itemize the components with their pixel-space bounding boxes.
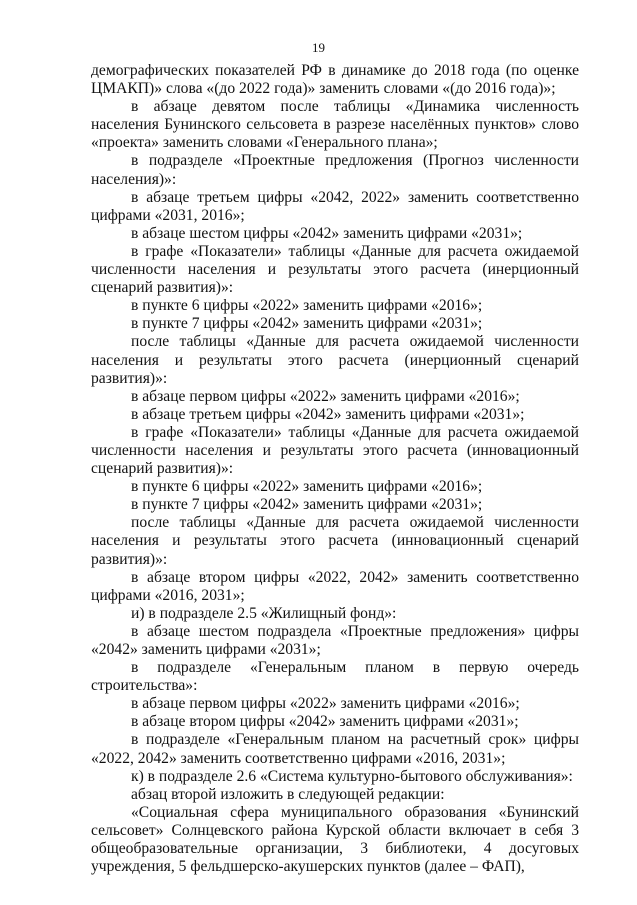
paragraph-2: в абзаце девятом после таблицы «Динамика численность населения Бунинского сельсовета в разрезе населённых пунктов» слово «проекта» заменить словами «Генерального плана»; xyxy=(91,98,579,152)
paragraph-25: «Социальная сфера муниципального образования «Бунинский сельсовет» Солнцевского района Курской области включает в себя 3 общеобразовательные организации, 3 библиотеки, 4 досуговых учреждения, 5 фельдшерско-акушерских пунктов (далее – ФАП), xyxy=(91,803,579,876)
paragraph-14: в пункте 7 цифры «2042» заменить цифрами «2031»; xyxy=(131,496,483,514)
paragraph-18: в абзаце шестом подраздела «Проектные предложения» цифры «2042» заменить цифрами «2031»; xyxy=(91,622,579,658)
document-body xyxy=(91,62,579,876)
paragraph-5: в абзаце шестом цифры «2042» заменить цифрами «2031»; xyxy=(131,224,523,242)
paragraph-12: в графе «Показатели» таблицы «Данные для расчета ожидаемой численности населения и результаты этого расчета (инновационный сценарий развития)»: xyxy=(91,423,579,478)
paragraph-1: демографических показателей РФ в динамике до 2018 года (по оценке ЦМАКП)» слова «(до 2022 года)» заменить словами «(до 2016 года)»; xyxy=(91,62,579,98)
paragraph-24: абзац второй изложить в следующей редакции: xyxy=(131,785,445,803)
paragraph-19: в подразделе «Генеральным планом в первую очередь строительства»: xyxy=(91,659,579,695)
paragraph-22: в подразделе «Генеральным планом на расчетный срок» цифры «2022, 2042» заменить соответственно цифрами «2016, 2031»; xyxy=(91,731,579,767)
paragraph-15: после таблицы «Данные для расчета ожидаемой численности населения и результаты этого расчета (инновационный сценарий развития)»: xyxy=(91,514,579,568)
paragraph-17: и) в подразделе 2.5 «Жилищный фонд»: xyxy=(131,604,397,622)
paragraph-21: в абзаце втором цифры «2042» заменить цифрами «2031»; xyxy=(131,713,519,731)
paragraph-6: в графе «Показатели» таблицы «Данные для расчета ожидаемой численности населения и результаты этого расчета (инерционный сценарий развития)»: xyxy=(91,242,579,297)
paragraph-3: в подразделе «Проектные предложения (Прогноз численности населения)»: xyxy=(91,152,579,188)
paragraph-10: в абзаце первом цифры «2022» заменить цифрами «2016»; xyxy=(131,387,520,405)
paragraph-20: в абзаце первом цифры «2022» заменить цифрами «2016»; xyxy=(131,695,520,713)
paragraph-4: в абзаце третьем цифры «2042, 2022» заменить соответственно цифрами «2031, 2016»; xyxy=(91,188,579,224)
paragraph-11: в абзаце третьем цифры «2042» заменить цифрами «2031»; xyxy=(131,405,525,423)
paragraph-23: к) в подразделе 2.6 «Система культурно-бытового обслуживания»: xyxy=(131,767,573,785)
paragraph-13: в пункте 6 цифры «2022» заменить цифрами «2016»; xyxy=(131,478,483,496)
paragraph-16: в абзаце втором цифры «2022, 2042» заменить соответственно цифрами «2016, 2031»; xyxy=(91,568,579,604)
page-number: 19 xyxy=(312,40,325,55)
paragraph-7: в пункте 6 цифры «2022» заменить цифрами «2016»; xyxy=(131,297,483,315)
paragraph-9: после таблицы «Данные для расчета ожидаемой численности населения и результаты этого расчета (инерционный сценарий развития)»: xyxy=(91,333,579,387)
paragraph-8: в пункте 7 цифры «2042» заменить цифрами «2031»; xyxy=(131,315,483,333)
